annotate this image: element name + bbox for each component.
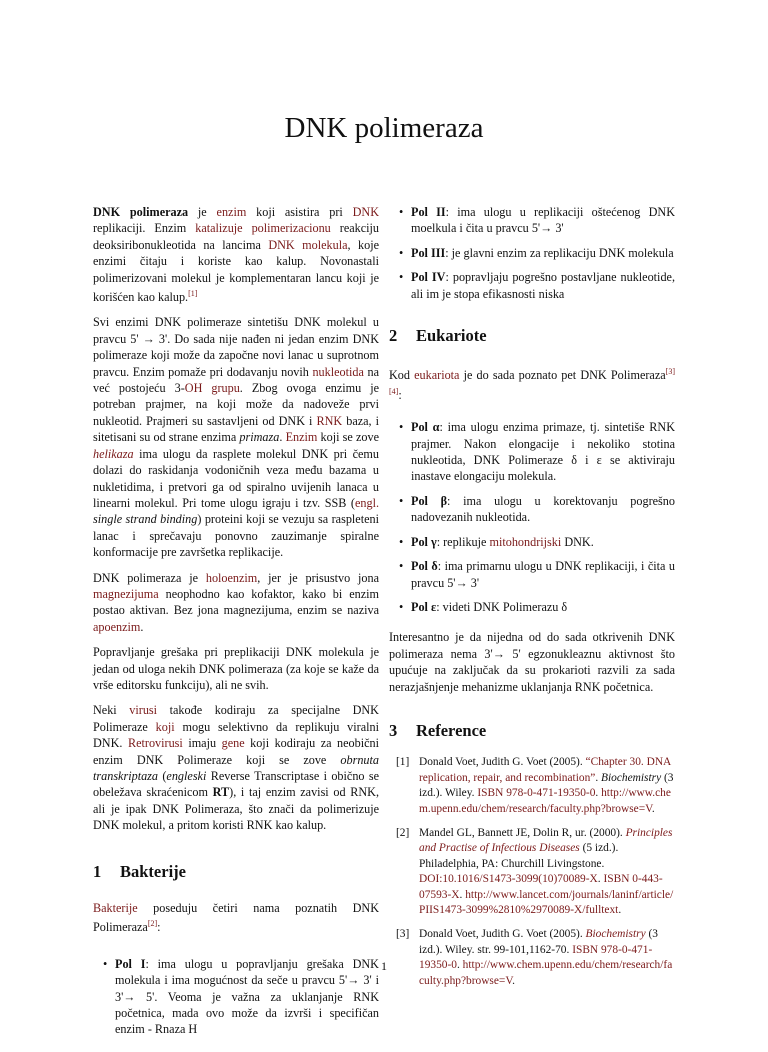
link-katalizuje[interactable]: katalizuje xyxy=(195,221,243,236)
reference-item: [1] Donald Voet, Judith G. Voet (2005). “Chapter 30. DNA replication, repair, and recombination”. Biochemistry (3 izd.). Wiley. ISBN 978-0-471-19350-0. http://www.chem.upenn.edu/chem/research/faculty.php?browse=V. xyxy=(396,756,674,815)
link-apoenzim[interactable]: apoenzim xyxy=(93,619,141,634)
link-url[interactable]: http://www.chem.upenn.edu/chem/research/faculty.php?browse=V xyxy=(419,787,671,815)
proofreading-paragraph: Popravljanje grešaka pri preplikaciji DNK molekula je jedan od uloga nekih DNK polimeraza (za koje se kaže da vrše editorsku funkciju), ali ne svih. xyxy=(93,645,379,692)
link-gene[interactable]: gene xyxy=(221,736,245,751)
link-isbn[interactable]: ISBN 978-0-471-19350-0 xyxy=(477,787,596,800)
link-oh-grupu[interactable]: OH grupu xyxy=(184,381,240,396)
list-item: • Pol α: ima ulogu enzima primaze, tj. sintetiše RNK prajmer. Nakon elongacije i nekoliko stotina nukleotida, DNK Polimeraze δ i ε se aktiviraju inastave elongaciju molekula. xyxy=(411,419,675,485)
list-item: • Pol γ: replikuje mitohondrijski DNK. xyxy=(411,534,675,550)
link-rnk[interactable]: RNK xyxy=(316,413,343,428)
link-polimerizacionu[interactable]: polimerizacionu xyxy=(251,221,331,236)
link-engl[interactable]: engl. xyxy=(354,495,379,510)
reference-list xyxy=(389,755,675,989)
page-title: DNK polimeraza xyxy=(284,112,484,144)
citation-link[interactable]: [2] xyxy=(147,919,158,929)
citation-link[interactable]: [1] xyxy=(188,289,198,299)
link-dnk-molekula[interactable]: DNK molekula xyxy=(268,237,348,252)
link-bakterije[interactable]: Bakterije xyxy=(93,901,138,916)
right-column xyxy=(389,204,675,998)
holoenzyme-paragraph: DNK polimeraza je holoenzim, jer je prisustvo jona magnezijuma neophodno kao kofaktor, kako bi enzim postao aktivan. Bez jona magnezijuma, enzim se naziva apoenzim. xyxy=(93,570,379,634)
link-virusi[interactable]: virusi xyxy=(129,703,158,718)
citation-link[interactable]: [3][4] xyxy=(389,367,675,396)
list-item: • Pol δ: ima primarnu ulogu u DNK replikaciji, i čita u pravcu 5'→ 3' xyxy=(411,558,675,591)
synthesis-paragraph: Svi enzimi DNK polimeraze sintetišu DNK molekul u pravcu 5' → 3'. Do sada nije nađen ni jedan enzim DNK polimeraze koji može da započne novi lanac u suprotnom pravcu. Enzim pomaže pri dodavanju novih nukleotida na već postojeću 3-OH grupu. Zbog ovoga enzimu je potreban prajmer, na koji može da nadoveže prvi nukleotid. Prajmeri su sastavljeni od DNK i RNK baza, i sitetisani su od strane enzima primaza. Enzim koji se zove helikaza ima ulogu da rasplete molekul DNK pri čemu dolazi do raskidanja vodoničnih veza među bazama u nukletidima, i pretvori ga od spiralno uvijenih lanaca u linearni molekul. Pri tome ulogu igraju i tzv. SSB (engl. single strand binding) proteini koji se vezuju sa raspleteni lanac i sprečavaju ponovno zauzimanje spiralne konformacije pre završetka replikacije. xyxy=(93,315,379,560)
link-chapter-30[interactable]: “Chapter 30. DNA replication, repair, and recombination” xyxy=(419,756,671,784)
eukaryote-list xyxy=(389,419,675,615)
link-holoenzim[interactable]: holoenzim xyxy=(205,570,258,585)
bacteria-list-continued xyxy=(389,204,675,302)
link-url[interactable]: http://www.chem.upenn.edu/chem/research/faculty.php?browse=V xyxy=(419,959,673,987)
link-eukariota[interactable]: eukariota xyxy=(414,368,460,383)
link-isbn[interactable]: ISBN 978-0-471-19350-0 xyxy=(419,943,653,972)
list-item: • Pol IV: popravljaju pogrešno postavljane nukleotide, ali im je stopa efikasnosti niska xyxy=(411,269,675,302)
reference-item: [2] Mandel GL, Bannett JE, Dolin R, ur. (2000). Principles and Practise of Infectious Diseases (5 izd.). Philadelphia, PA: Churchill Livingstone. DOI:10.1016/S1473-3099(10)70089-X. ISBN 0-443-07593-X. http://www.lancet.com/journals/laninf/article/PIIS1473-3099%2810%2970089-X/fulltext. xyxy=(396,826,674,916)
link-biochemistry[interactable]: Biochemistry xyxy=(585,928,646,941)
term-bold: DNK polimeraza xyxy=(93,205,189,219)
list-item: • Pol ε: videti DNK Polimerazu δ xyxy=(411,599,675,615)
eukaryote-paragraph: Kod eukariota je do sada poznato pet DNK Polimeraza[3][4]: xyxy=(389,367,675,402)
link-magnezijuma[interactable]: magnezijuma xyxy=(93,586,159,601)
list-item: • Pol III: je glavni enzim za replikaciju DNK molekula xyxy=(411,245,675,261)
link-enzim-2[interactable]: Enzim xyxy=(285,430,318,445)
left-column xyxy=(93,204,379,1052)
link-dnk[interactable]: DNK xyxy=(352,205,379,219)
link-doi[interactable]: DOI:10.1016/S1473-3099(10)70089-X xyxy=(419,873,598,886)
link-helikaza[interactable]: helikaza xyxy=(93,446,134,461)
list-item: • Pol β: ima ulogu u korektovanju pogrešno nadovezanih nukleotida. xyxy=(411,493,675,526)
viruses-paragraph: Neki virusi takođe kodiraju za specijalne DNK Polimeraze koji mogu selektivno da replikuju viralni DNK. Retrovirusi imaju gene koji kodiraju za neobični enzim DNK Polimeraze koji se zove obrnuta transkriptaza (engleski Reverse Transcriptase i obično se obeležava skraćenicom RT), i taj enzim zavisi od RNK, ali je ipak DNK Polimeraza, što znači da polimerizuje DNK molekul, a pritom koristi RNK kao kalup. xyxy=(93,703,379,833)
link-url[interactable]: http://www.lancet.com/journals/laninf/article/PIIS1473-3099%2810%2970089-X/fulltext xyxy=(419,888,674,916)
intro-paragraph: DNK polimeraza je enzim koji asistira pri DNK replikaciji. Enzim katalizuje polimerizacionu reakciju deoksiribonukleotida na lancima DNK molekula, koje enzimi čitaju i koriste kao kalup. Novonastali polimerizovani molekul je komplementaran lancu koji je korišćen kao kalup.[1] xyxy=(93,205,380,305)
reference-item: [3] Donald Voet, Judith G. Voet (2005). Biochemistry (3 izd.). Wiley. str. 99-101,1162-70. ISBN 978-0-471-19350-0. http://www.chem.upenn.edu/chem/research/faculty.php?browse=V. xyxy=(396,928,673,987)
link-enzim[interactable]: enzim xyxy=(216,205,247,219)
bacteria-paragraph: Bakterije poseduju četiri nama poznatih DNK Polimeraza[2]: xyxy=(93,901,379,935)
page-number: 1 xyxy=(381,959,387,973)
link-koji[interactable]: koji xyxy=(155,719,175,734)
link-principles[interactable]: Principles and Practise of Infectious Diseases xyxy=(419,826,673,855)
section-heading-bakterije: 1 Bakterije xyxy=(93,861,186,881)
link-isbn[interactable]: ISBN 0-443-07593-X xyxy=(419,873,663,901)
interesting-paragraph: Interesantno je da nijedna od do sada otkrivenih DNK polimeraza nema 3'→ 5' egzonukleaznu aktivnost što upućuje na zaključak da su prokarioti razvili za sada nerazjašnjenje mehanizme uklanjanja RNK početnica. xyxy=(389,630,675,694)
list-item: • Pol II: ima ulogu u replikaciji oštećenog DNK moelkula i čita u pravcu 5'→ 3' xyxy=(411,204,675,237)
section-heading-reference: 3 Reference xyxy=(389,720,487,740)
list-item: • Pol I: ima ulogu u popravljanju grešaka DNK molekula i ima mogućnost da seče u pravcu 5'→ 3' i 3'→ 5'. Veoma je važna za uklanjanje RNK početnica, mada ovo može da izvrši i specifičan enzim - Rnaza H xyxy=(115,956,379,1038)
link-retrovirusi[interactable]: Retrovirusi xyxy=(127,736,183,751)
section-heading-eukariote: 2 Eukariote xyxy=(389,326,487,346)
link-mitohondrijski[interactable]: mitohondrijski xyxy=(489,534,562,549)
link-nukleotida[interactable]: nukleotida xyxy=(312,364,364,379)
